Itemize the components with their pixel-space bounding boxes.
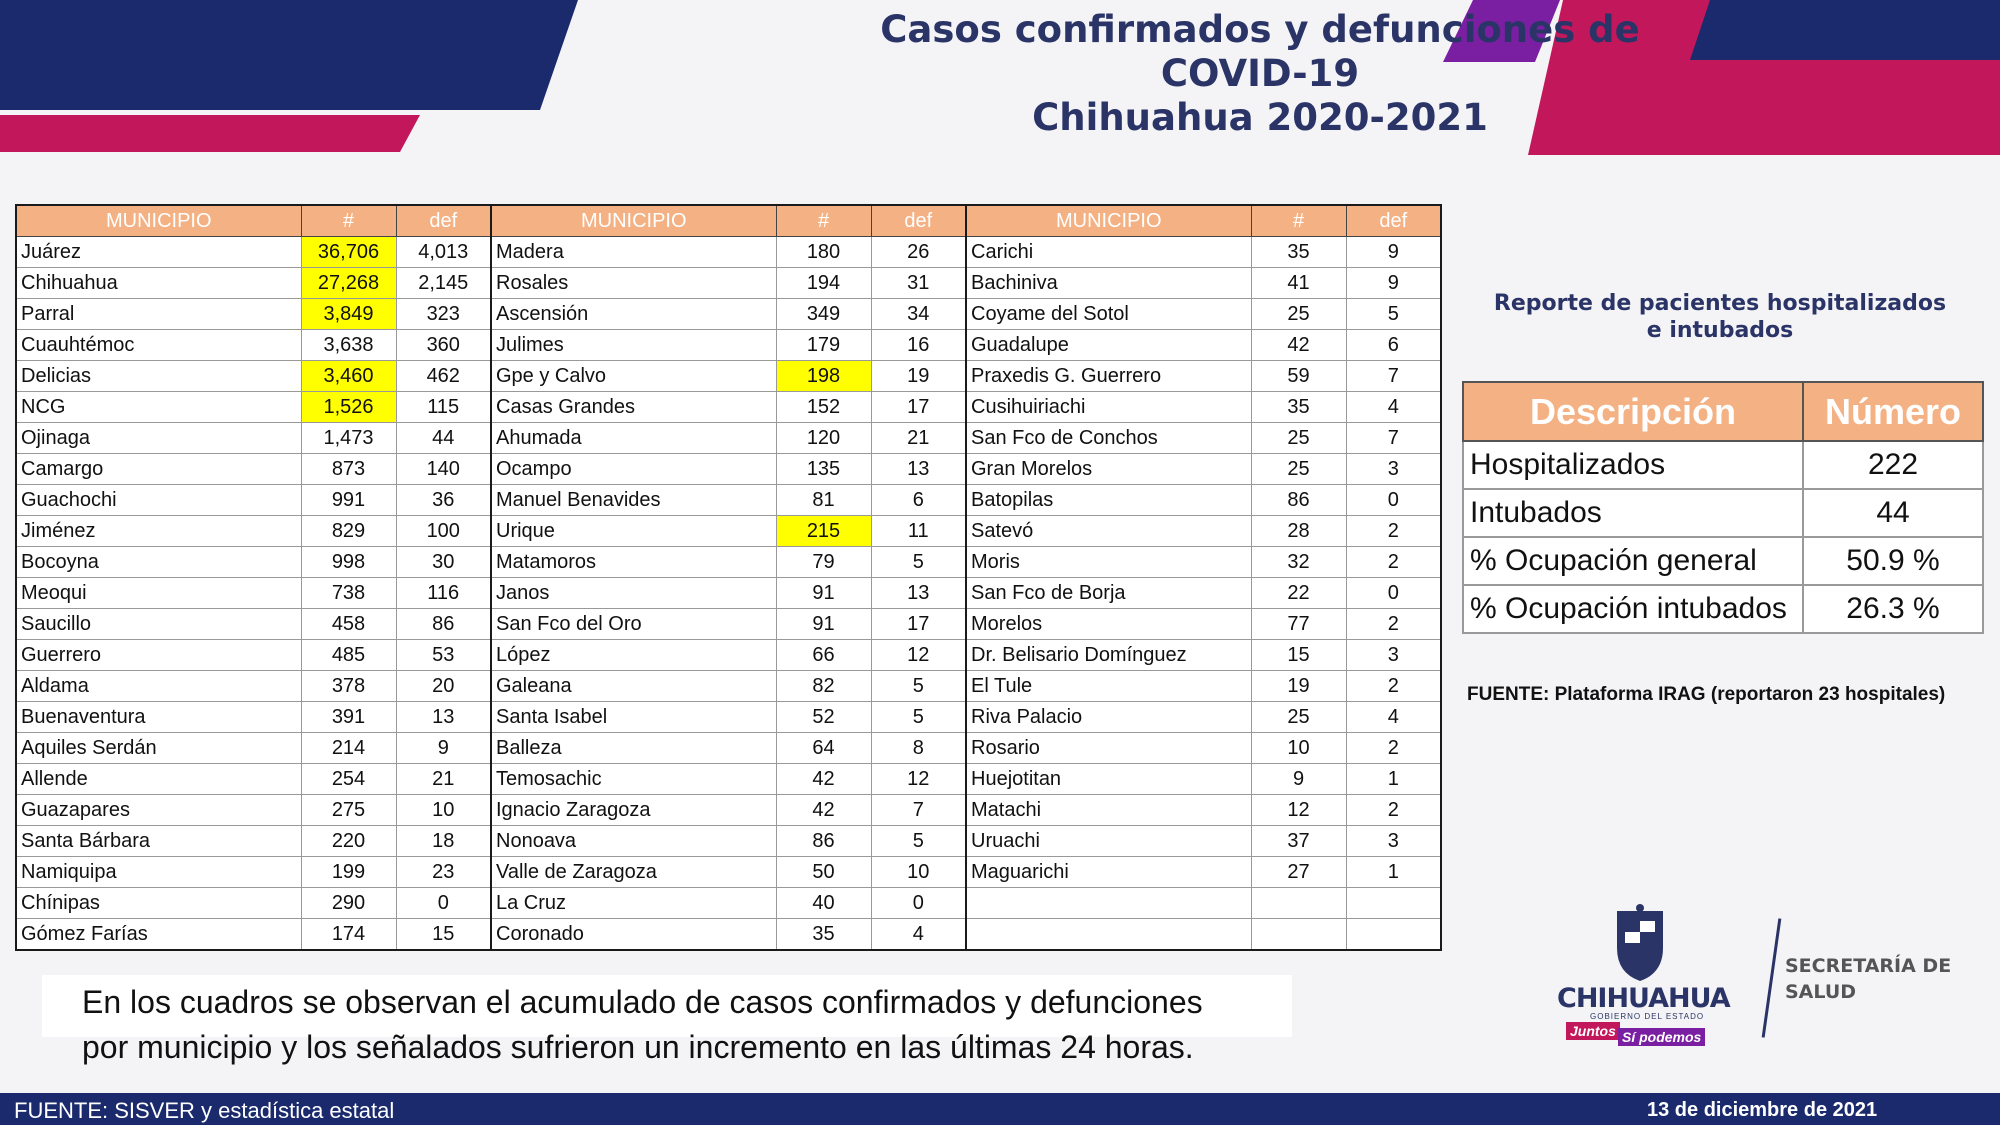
municipio-name: Buenaventura: [16, 702, 301, 733]
header-descripcion: Descripción: [1463, 382, 1803, 441]
header-deaths: def: [871, 205, 966, 237]
municipio-cases: 35: [1251, 392, 1346, 423]
municipio-name: Casas Grandes: [491, 392, 776, 423]
municipio-deaths: 12: [871, 764, 966, 795]
municipio-deaths: 7: [1346, 423, 1441, 454]
municipio-deaths: 0: [1346, 485, 1441, 516]
municipio-name: Morelos: [966, 609, 1251, 640]
header-cases: #: [1251, 205, 1346, 237]
municipio-name: Juárez: [16, 237, 301, 268]
municipio-name: Moris: [966, 547, 1251, 578]
municipio-name: Ocampo: [491, 454, 776, 485]
municipio-name: Balleza: [491, 733, 776, 764]
municipio-name: [966, 919, 1251, 951]
municipio-cases: 199: [301, 857, 396, 888]
municipio-name: López: [491, 640, 776, 671]
table-row: [16, 268, 1441, 299]
municipio-deaths: 0: [871, 888, 966, 919]
municipio-deaths: 100: [396, 516, 491, 547]
municipio-deaths: 17: [871, 392, 966, 423]
municipio-deaths: 2: [1346, 516, 1441, 547]
logo-divider: [1762, 918, 1782, 1037]
header-municipio: MUNICIPIO: [966, 205, 1251, 237]
municipio-cases: 19: [1251, 671, 1346, 702]
municipio-deaths: 23: [396, 857, 491, 888]
municipio-deaths: 5: [1346, 299, 1441, 330]
municipio-cases: 50: [776, 857, 871, 888]
municipio-cases: 15: [1251, 640, 1346, 671]
secretaria-line-2: SALUD: [1785, 981, 1857, 1003]
municipio-deaths: 13: [396, 702, 491, 733]
municipio-cases: 738: [301, 578, 396, 609]
header-cases: #: [301, 205, 396, 237]
hospital-row-value: 50.9 %: [1803, 537, 1983, 585]
municipio-cases: 214: [301, 733, 396, 764]
municipio-name: San Fco de Conchos: [966, 423, 1251, 454]
note-line-1: En los cuadros se observan el acumulado de casos confirmados y defunciones: [82, 984, 1203, 1020]
municipio-name: Rosario: [966, 733, 1251, 764]
municipio-cases: 998: [301, 547, 396, 578]
header-cases: #: [776, 205, 871, 237]
municipio-cases: 86: [1251, 485, 1346, 516]
table-row: [16, 485, 1441, 516]
municipio-cases: 349: [776, 299, 871, 330]
municipio-name: Guazapares: [16, 795, 301, 826]
municipio-cases: 81: [776, 485, 871, 516]
municipio-cases: 152: [776, 392, 871, 423]
municipio-deaths: 7: [1346, 361, 1441, 392]
municipio-cases: 180: [776, 237, 871, 268]
municipio-name: Madera: [491, 237, 776, 268]
title-line-2: COVID-19: [1160, 52, 1360, 95]
municipio-name: Ojinaga: [16, 423, 301, 454]
municipio-cases: 40: [776, 888, 871, 919]
municipio-deaths: 5: [871, 702, 966, 733]
municipio-cases: 829: [301, 516, 396, 547]
municipio-cases: 79: [776, 547, 871, 578]
municipio-name: Saucillo: [16, 609, 301, 640]
municipio-deaths: 20: [396, 671, 491, 702]
municipio-cases: 77: [1251, 609, 1346, 640]
municipio-name: Batopilas: [966, 485, 1251, 516]
table-row: [16, 547, 1441, 578]
municipio-cases: 52: [776, 702, 871, 733]
logo-slogan-1: Juntos: [1566, 1022, 1620, 1040]
hospital-row-value: 44: [1803, 489, 1983, 537]
note-line-2: por municipio y los señalados sufrieron un incremento en las últimas 24 horas.: [82, 1029, 1194, 1065]
municipio-deaths: 16: [871, 330, 966, 361]
municipio-cases: 179: [776, 330, 871, 361]
municipio-cases: 378: [301, 671, 396, 702]
table-row: [16, 888, 1441, 919]
municipio-cases: 86: [776, 826, 871, 857]
municipio-cases: 1,526: [301, 392, 396, 423]
municipio-cases: 25: [1251, 454, 1346, 485]
municipio-name: Parral: [16, 299, 301, 330]
municipio-name: Allende: [16, 764, 301, 795]
table-row: [1463, 537, 1983, 585]
table-row: [1463, 489, 1983, 537]
municipio-cases: 27: [1251, 857, 1346, 888]
hospital-report-heading-line2: e intubados: [1646, 318, 1794, 343]
municipio-cases: 28: [1251, 516, 1346, 547]
municipio-cases: 25: [1251, 423, 1346, 454]
municipio-name: Bachiniva: [966, 268, 1251, 299]
municipio-deaths: 36: [396, 485, 491, 516]
municipio-deaths: 360: [396, 330, 491, 361]
municipio-deaths: 2: [1346, 547, 1441, 578]
hospital-report-heading: [1460, 290, 1980, 344]
municipio-deaths: 44: [396, 423, 491, 454]
municipio-cases: 25: [1251, 702, 1346, 733]
municipio-deaths: 12: [871, 640, 966, 671]
municipio-deaths: 115: [396, 392, 491, 423]
municipio-deaths: 4: [1346, 702, 1441, 733]
municipio-name: Coyame del Sotol: [966, 299, 1251, 330]
municipio-name: Chihuahua: [16, 268, 301, 299]
municipio-name: Janos: [491, 578, 776, 609]
municipio-cases: 991: [301, 485, 396, 516]
municipio-name: Riva Palacio: [966, 702, 1251, 733]
municipio-deaths: 2: [1346, 609, 1441, 640]
municipio-name: Jiménez: [16, 516, 301, 547]
municipio-deaths: [1346, 888, 1441, 919]
table-row: [16, 764, 1441, 795]
municipio-name: La Cruz: [491, 888, 776, 919]
municipio-cases: 220: [301, 826, 396, 857]
municipio-cases: 3,460: [301, 361, 396, 392]
table-row: [16, 733, 1441, 764]
hospital-table: [1462, 381, 1984, 634]
municipio-name: Temosachic: [491, 764, 776, 795]
municipio-name: Delicias: [16, 361, 301, 392]
municipio-name: Coronado: [491, 919, 776, 951]
municipio-deaths: 0: [1346, 578, 1441, 609]
hospital-report-heading-line1: Reporte de pacientes hospitalizados: [1493, 291, 1947, 316]
municipio-deaths: 4: [1346, 392, 1441, 423]
municipio-name: Santa Bárbara: [16, 826, 301, 857]
header-municipio: MUNICIPIO: [16, 205, 301, 237]
footer-source: FUENTE: SISVER y estadística estatal: [14, 1098, 395, 1123]
municipio-name: Aquiles Serdán: [16, 733, 301, 764]
municipio-name: Guadalupe: [966, 330, 1251, 361]
table-row: [16, 795, 1441, 826]
municipio-deaths: 31: [871, 268, 966, 299]
municipio-deaths: 8: [871, 733, 966, 764]
municipio-name: Bocoyna: [16, 547, 301, 578]
municipio-name: Rosales: [491, 268, 776, 299]
municipio-cases: 290: [301, 888, 396, 919]
municipio-name: Cuauhtémoc: [16, 330, 301, 361]
municipio-cases: 120: [776, 423, 871, 454]
municipio-deaths: 30: [396, 547, 491, 578]
secretaria-line-1: SECRETARÍA DE: [1785, 955, 1952, 977]
municipio-deaths: 4: [871, 919, 966, 951]
municipio-deaths: 1: [1346, 857, 1441, 888]
table-row: [16, 237, 1441, 268]
municipio-cases: 3,849: [301, 299, 396, 330]
municipio-name: Galeana: [491, 671, 776, 702]
title-line-1: Casos confirmados y defunciones de: [880, 8, 1640, 51]
municipio-cases: 37: [1251, 826, 1346, 857]
table-row: [16, 609, 1441, 640]
table-row: [1463, 441, 1983, 489]
municipio-deaths: 6: [871, 485, 966, 516]
municipio-deaths: 9: [1346, 237, 1441, 268]
municipio-cases: [1251, 888, 1346, 919]
municipio-cases: 36,706: [301, 237, 396, 268]
municipio-deaths: 86: [396, 609, 491, 640]
municipio-name: Aldama: [16, 671, 301, 702]
municipio-deaths: 2,145: [396, 268, 491, 299]
logo-name: CHIHUAHUA: [1557, 983, 1730, 1014]
municipio-name: Satevó: [966, 516, 1251, 547]
footer-date: 13 de diciembre de 2021: [1647, 1099, 1878, 1121]
municipio-name: Julimes: [491, 330, 776, 361]
municipio-name: Gpe y Calvo: [491, 361, 776, 392]
municipio-deaths: 10: [871, 857, 966, 888]
municipio-cases: 198: [776, 361, 871, 392]
municipio-deaths: 19: [871, 361, 966, 392]
municipio-deaths: 9: [396, 733, 491, 764]
municipio-name: Maguarichi: [966, 857, 1251, 888]
hospital-row-value: 26.3 %: [1803, 585, 1983, 633]
table-row: [16, 826, 1441, 857]
municipio-name: Gran Morelos: [966, 454, 1251, 485]
municipio-name: Ignacio Zaragoza: [491, 795, 776, 826]
municipio-name: San Fco del Oro: [491, 609, 776, 640]
municipio-name: San Fco de Borja: [966, 578, 1251, 609]
table-row: [16, 330, 1441, 361]
municipio-cases: 25: [1251, 299, 1346, 330]
municipio-cases: 82: [776, 671, 871, 702]
municipio-deaths: 2: [1346, 671, 1441, 702]
municipio-deaths: 5: [871, 826, 966, 857]
table-row: [16, 702, 1441, 733]
municipio-name: Praxedis G. Guerrero: [966, 361, 1251, 392]
municipio-deaths: 116: [396, 578, 491, 609]
municipio-cases: 254: [301, 764, 396, 795]
municipio-deaths: 5: [871, 547, 966, 578]
municipio-cases: 9: [1251, 764, 1346, 795]
municipio-name: Cusihuiriachi: [966, 392, 1251, 423]
municipio-name: Camargo: [16, 454, 301, 485]
municipio-name: Ascensión: [491, 299, 776, 330]
municipio-name: Santa Isabel: [491, 702, 776, 733]
table-row: [16, 361, 1441, 392]
municipio-cases: 215: [776, 516, 871, 547]
page-title: [560, 8, 1960, 140]
municipio-deaths: 3: [1346, 640, 1441, 671]
municipio-cases: 174: [301, 919, 396, 951]
hospital-row-label: % Ocupación intubados: [1463, 585, 1803, 633]
municipio-deaths: 0: [396, 888, 491, 919]
municipio-cases: 27,268: [301, 268, 396, 299]
table-row: [16, 671, 1441, 702]
municipio-cases: 64: [776, 733, 871, 764]
logo-slogan-2: Sí podemos: [1618, 1028, 1705, 1046]
table-row: [16, 423, 1441, 454]
municipio-deaths: 3: [1346, 826, 1441, 857]
municipio-name: Manuel Benavides: [491, 485, 776, 516]
municipio-name: Carichi: [966, 237, 1251, 268]
municipio-deaths: 11: [871, 516, 966, 547]
municipio-cases: 91: [776, 578, 871, 609]
header-deaths: def: [1346, 205, 1441, 237]
hospital-source-note: FUENTE: Plataforma IRAG (reportaron 23 hospitales): [1467, 684, 1946, 705]
hospital-row-label: Intubados: [1463, 489, 1803, 537]
municipio-cases: 3,638: [301, 330, 396, 361]
municipio-cases: 458: [301, 609, 396, 640]
municipio-name: Urique: [491, 516, 776, 547]
municipio-name: NCG: [16, 392, 301, 423]
municipio-deaths: 26: [871, 237, 966, 268]
municipio-deaths: 21: [396, 764, 491, 795]
municipio-deaths: 4,013: [396, 237, 491, 268]
table-row: [16, 392, 1441, 423]
title-line-3: Chihuahua 2020-2021: [1032, 96, 1488, 139]
municipio-deaths: 13: [871, 578, 966, 609]
municipio-name: Nonoava: [491, 826, 776, 857]
municipio-cases: 42: [776, 764, 871, 795]
municipio-cases: 10: [1251, 733, 1346, 764]
municipio-cases: 91: [776, 609, 871, 640]
municipio-deaths: [1346, 919, 1441, 951]
municipio-deaths: 7: [871, 795, 966, 826]
municipio-name: Matamoros: [491, 547, 776, 578]
municipio-cases: 135: [776, 454, 871, 485]
municipio-deaths: 18: [396, 826, 491, 857]
table-row: [1463, 585, 1983, 633]
municipio-deaths: 2: [1346, 733, 1441, 764]
municipio-name: Uruachi: [966, 826, 1251, 857]
municipio-name: Meoqui: [16, 578, 301, 609]
municipio-cases: 485: [301, 640, 396, 671]
municipio-name: Gómez Farías: [16, 919, 301, 951]
header-deaths: def: [396, 205, 491, 237]
municipio-name: Dr. Belisario Domínguez: [966, 640, 1251, 671]
municipio-cases: 194: [776, 268, 871, 299]
municipio-deaths: 15: [396, 919, 491, 951]
municipio-cases: 35: [1251, 237, 1346, 268]
municipio-cases: 391: [301, 702, 396, 733]
municipio-cases: 66: [776, 640, 871, 671]
municipio-name: Namiquipa: [16, 857, 301, 888]
municipio-cases: 32: [1251, 547, 1346, 578]
municipio-deaths: 9: [1346, 268, 1441, 299]
municipio-cases: 41: [1251, 268, 1346, 299]
table-row: [16, 516, 1441, 547]
hospital-table-header: [1463, 382, 1983, 441]
municipios-table: [15, 204, 1442, 951]
municipio-cases: 873: [301, 454, 396, 485]
municipio-deaths: 21: [871, 423, 966, 454]
municipio-cases: 1,473: [301, 423, 396, 454]
table-row: [16, 299, 1441, 330]
header-municipio: MUNICIPIO: [491, 205, 776, 237]
municipios-table-body: [16, 237, 1441, 951]
municipio-cases: 275: [301, 795, 396, 826]
municipio-name: Ahumada: [491, 423, 776, 454]
municipio-name: El Tule: [966, 671, 1251, 702]
municipio-deaths: 13: [871, 454, 966, 485]
municipio-deaths: 53: [396, 640, 491, 671]
municipio-deaths: 140: [396, 454, 491, 485]
municipio-deaths: 2: [1346, 795, 1441, 826]
municipio-deaths: 5: [871, 671, 966, 702]
municipio-name: Huejotitan: [966, 764, 1251, 795]
municipio-cases: [1251, 919, 1346, 951]
municipio-deaths: 10: [396, 795, 491, 826]
table-row: [16, 454, 1441, 485]
table-row: [16, 640, 1441, 671]
municipio-cases: 42: [1251, 330, 1346, 361]
table-row: [16, 857, 1441, 888]
municipio-cases: 35: [776, 919, 871, 951]
municipio-deaths: 1: [1346, 764, 1441, 795]
municipio-name: Chínipas: [16, 888, 301, 919]
municipio-name: [966, 888, 1251, 919]
municipio-deaths: 17: [871, 609, 966, 640]
decorative-banner-left: [0, 0, 600, 160]
table-header-row: [16, 205, 1441, 237]
table-row: [16, 919, 1441, 951]
municipio-cases: 22: [1251, 578, 1346, 609]
municipio-name: Guerrero: [16, 640, 301, 671]
municipio-cases: 59: [1251, 361, 1346, 392]
municipio-cases: 12: [1251, 795, 1346, 826]
secretaria-salud-label: [1785, 953, 1951, 1005]
municipio-name: Matachi: [966, 795, 1251, 826]
hospital-row-value: 222: [1803, 441, 1983, 489]
municipio-deaths: 6: [1346, 330, 1441, 361]
municipio-name: Valle de Zaragoza: [491, 857, 776, 888]
municipio-deaths: 3: [1346, 454, 1441, 485]
logo-subtitle: GOBIERNO DEL ESTADO: [1590, 1012, 1705, 1021]
note-text: [82, 980, 1203, 1070]
hospital-row-label: % Ocupación general: [1463, 537, 1803, 585]
municipio-deaths: 462: [396, 361, 491, 392]
hospital-row-label: Hospitalizados: [1463, 441, 1803, 489]
municipio-name: Guachochi: [16, 485, 301, 516]
municipio-deaths: 323: [396, 299, 491, 330]
municipio-cases: 42: [776, 795, 871, 826]
header-numero: Número: [1803, 382, 1983, 441]
table-row: [16, 578, 1441, 609]
municipio-deaths: 34: [871, 299, 966, 330]
